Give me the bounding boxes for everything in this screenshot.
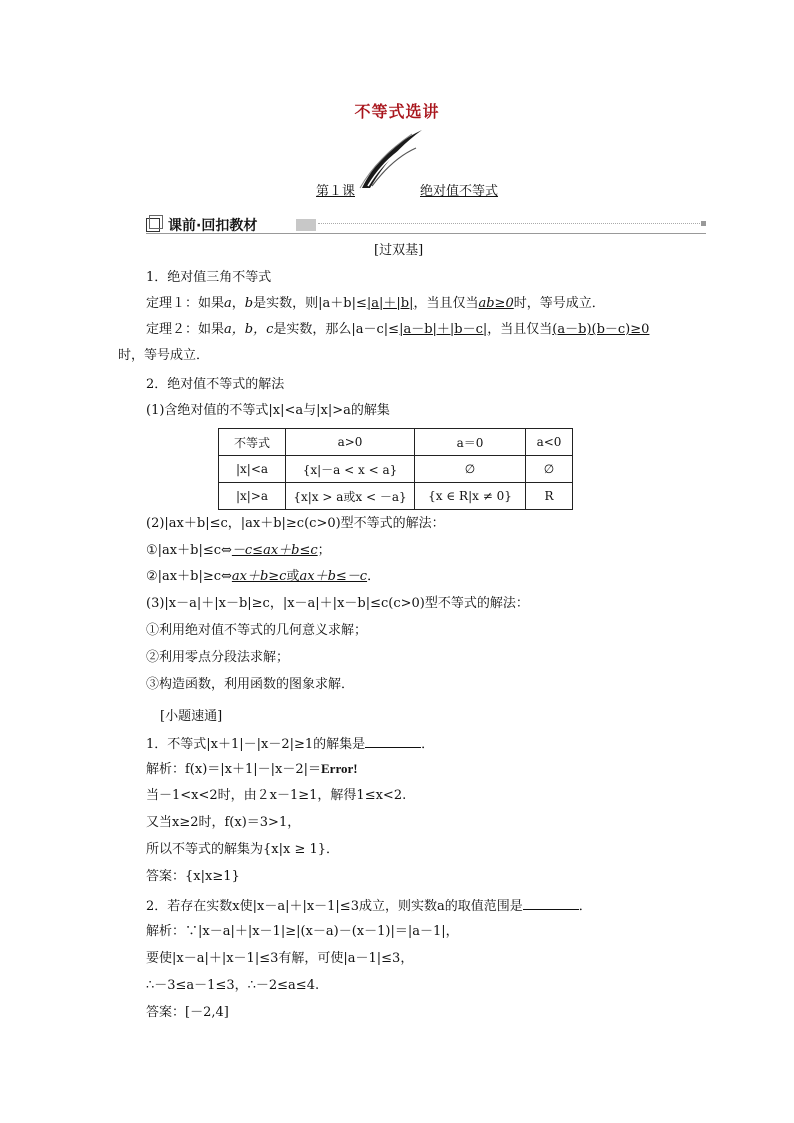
table-row [219,456,573,483]
q1-text: 1．不等式|x＋1|－|x－2|≥1的解集是 [146,737,366,752]
header-shade [296,219,316,231]
method-3: ③构造函数，利用函数的图象求解． [146,677,355,692]
practice-label: [小题速通] [160,709,223,724]
document-title: 不等式选讲 [354,102,440,121]
q1-line2: 当－1<x<2时，由２x－1≥1，解得1≤x<2. [146,788,407,803]
s2-sub3: (3)|x－a|＋|x－b|≥c，|x－a|＋|x－b|≤c(c>0)型不等式的解法： [146,596,529,611]
sub2-1-pre: ①|ax＋b|≤c⇔ [146,543,232,558]
table-cell: {x ∈ R|x ≠ 0} [415,483,526,510]
s2-sub2-item2 [146,569,380,585]
s2-heading: 2．绝对值不等式的解法 [146,377,285,392]
table-cell: ∅ [526,456,573,483]
method-1: ①利用绝对值不等式的几何意义求解； [146,623,368,638]
section-header [146,213,706,237]
q1-answer: 答案：{x|x≥1} [146,869,240,884]
t2-condition: (a－b)(b－c)≥0 [552,322,650,337]
t1-b: b [244,296,254,311]
t2-expr: |a－c|≤ [351,322,400,337]
header-end-marker [701,221,706,226]
t1-mid: ， [231,296,245,311]
sub2-1-answer: －c≤ax＋b≤c [231,543,318,558]
t2-pre: 定理２：如果 [146,322,225,337]
theorem-1 [146,296,605,312]
q1-line4: 所以不等式的解集为{x|x ≥ 1}． [146,842,340,857]
t1-answer: |a|＋|b| [366,296,414,311]
table-header-cell: 不等式 [219,429,286,456]
table-row [219,483,573,510]
sub-header: [过双基] [374,243,424,258]
square-outline-icon [149,215,163,229]
swoosh-decoration-icon [356,126,426,192]
q1-end: ． [421,737,435,752]
header-dotted-line [318,223,704,224]
s1-heading: 1．绝对值三角不等式 [146,270,272,285]
t2-real: 是实数，那么 [273,322,352,337]
sub2-2-answer2: ax＋b≤－c [299,569,368,584]
q1-sol-text: 解析：f(x)＝|x＋1|－|x－2|＝ [146,762,322,777]
table-cell: R [526,483,573,510]
sub2-2-or: 或 [286,569,300,584]
q1-line3: 又当x≥2时，f(x)＝3>1， [146,815,301,830]
sub2-2-pre: ②|ax＋b|≥c⇔ [146,569,232,584]
table-header-cell: a<0 [526,429,573,456]
s2-sub2: (2)|ax＋b|≤c，|ax＋b|≥c(c>0)型不等式的解法： [146,516,445,531]
table-header-cell: a>0 [286,429,415,456]
t1-real: 是实数，则 [253,296,319,311]
theorem-2 [146,322,649,338]
s2-sub1: (1)含绝对值的不等式|x|<a与|x|>a的解集 [146,403,390,418]
t1-expr: |a＋b|≤ [318,296,367,311]
q1-blank [365,735,421,748]
t2-when: ，当且仅当 [487,322,553,337]
t2-answer: |a－b|＋|b－c| [399,322,488,337]
q2-line2: 要使|x－a|＋|x－1|≤3有解，可使|a－1|≤3， [146,951,414,966]
table-cell: ∅ [415,456,526,483]
t2-vars: a，b，c [224,322,274,337]
sub2-1-end: ； [317,543,331,558]
method-2: ②利用零点分段法求解； [146,650,290,665]
table-header-row [219,429,573,456]
t1-pre: 定理１：如果 [146,296,225,311]
q2-answer: 答案：[－2,4] [146,1005,229,1020]
table-header-cell: a＝0 [415,429,526,456]
t1-when: ，当且仅当 [413,296,479,311]
header-divider [146,233,706,234]
lesson-number: 第１课 [316,184,356,199]
t1-end: 时，等号成立． [513,296,605,311]
table-cell: |x|>a [219,483,286,510]
s2-sub2-item1 [146,543,331,559]
q2-solution: 解析：∵|x－a|＋|x－1|≥|(x－a)－(x－1)|＝|a－1|， [146,924,459,939]
section-header-label: 课前·回扣教材 [168,218,258,234]
t1-a: a [224,296,232,311]
q2-line3: ∴－3≤a－1≤3，∴－2≤a≤4. [146,978,320,993]
q2-blank [523,897,579,910]
theorem-2-end: 时，等号成立． [118,348,210,363]
q1-error-text: Error! [321,761,358,776]
sub2-2-answer1: ax＋b≥c [231,569,287,584]
table-cell: {x|x > a或x < －a} [286,483,415,510]
question-1 [146,735,434,753]
q1-solution [146,761,358,778]
q2-text: 2．若存在实数x使|x－a|＋|x－1|≤3成立，则实数a的取值范围是 [146,899,523,914]
table-cell: |x|<a [219,456,286,483]
sub2-2-end: ． [367,569,381,584]
q2-end: ． [578,899,592,914]
question-2 [146,897,592,915]
lesson-name: 绝对值不等式 [420,184,499,199]
table-cell: {x|－a < x < a} [286,456,415,483]
t1-condition: ab≥0 [478,296,514,311]
solution-set-table [218,428,573,510]
